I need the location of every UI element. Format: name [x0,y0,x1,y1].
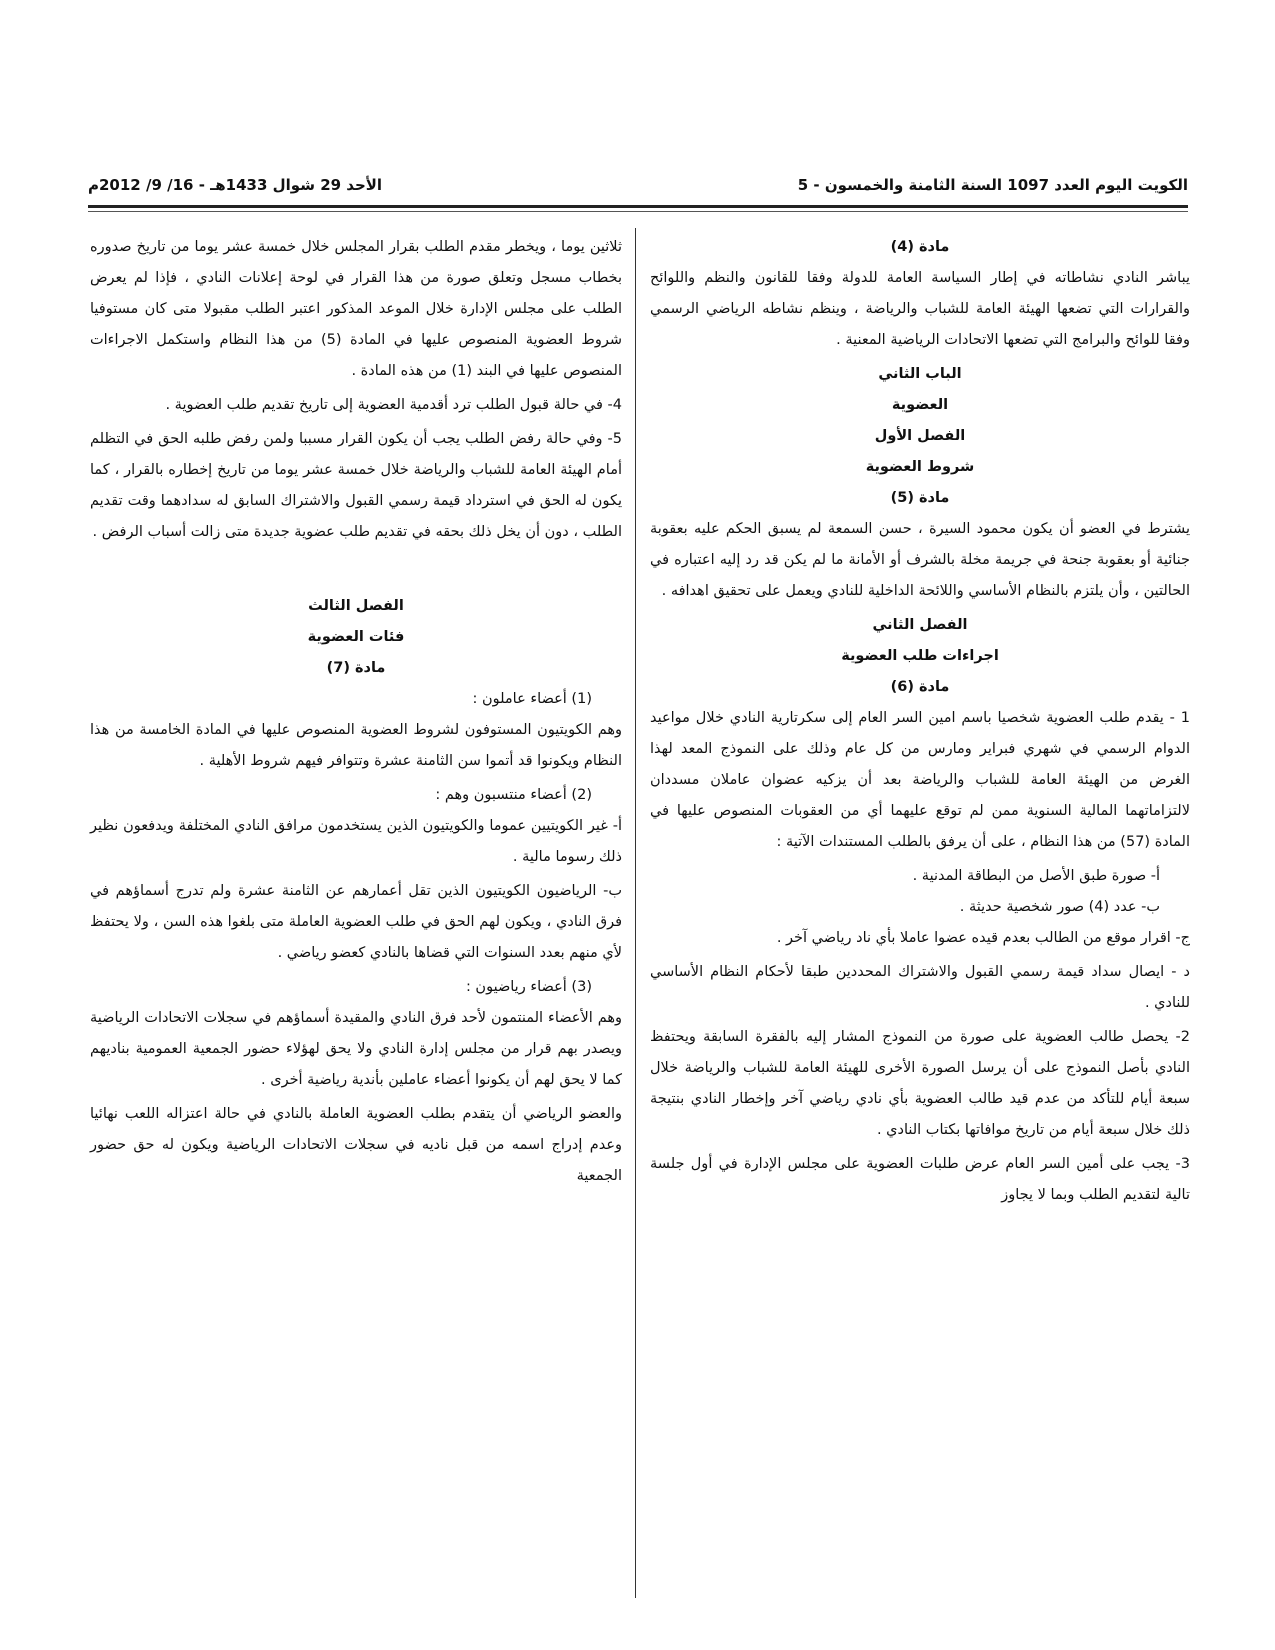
category-1-label: (1) أعضاء عاملون : [472,691,592,707]
chapter-1-title: الفصل الأول [874,428,966,444]
header-issue-info: الكويت اليوم العدد 1097 السنة الثامنة والخمسون - 5 [797,176,1188,194]
header-rule-thin [88,211,1188,212]
article-4-title: مادة (4) [890,239,950,255]
article-6-title: مادة (6) [890,679,950,695]
page-header [88,172,1188,202]
article-6-item-b: ب- عدد (4) صور شخصية حديثة . [959,899,1160,915]
chapter-2-subtitle: اجراءات طلب العضوية [841,648,999,664]
left-column [90,232,622,1195]
column-divider [635,228,636,1598]
article-6-item-d: د - ايصال سداد قيمة رسمي القبول والاشتراك المحددين طبقا لأحكام النظام الأساسي للنادي . [650,964,1190,1011]
chapter-1-subtitle: شروط العضوية [865,459,975,475]
article-6-paragraph-4: 4- في حالة قبول الطلب ترد أقدمية العضوية إلى تاريخ تقديم طلب العضوية . [165,397,622,413]
category-3-text-2: والعضو الرياضي أن يتقدم بطلب العضوية العاملة بالنادي في حالة اعتزاله اللعب نهائيا وعدم إدراج اسمه من قبل ناديه في سجلات الاتحادات الرياضية ويكون له حق حضور الجمعية [90,1106,622,1184]
header-rule [88,205,1188,208]
category-3-text: وهم الأعضاء المنتمون لأحد فرق النادي والمقيدة أسماؤهم في سجلات الاتحادات الرياضية ويصدر بهم قرار من مجلس إدارة النادي ولا يحق لهؤلاء حضور الجمعية العمومية بناديهم كما لا يحق لهم أن يكونوا أعضاء عاملين بأندية رياضية أخرى . [90,1010,622,1088]
category-1-text: وهم الكويتيون المستوفون لشروط العضوية المنصوص عليها في المادة الخامسة من هذا النظام ويكونوا قد أتموا سن الثامنة عشرة وتتوافر فيهم شروط الأهلية . [90,722,622,769]
chapter-3-subtitle: فئات العضوية [307,629,405,645]
article-5-title: مادة (5) [890,490,950,506]
article-7-title: مادة (7) [326,660,386,676]
category-2-item-a: أ- غير الكويتيين عموما والكويتيون الذين يستخدمون مرافق النادي المختلفة ويدفعون نظير ذلك رسوما مالية . [90,818,622,865]
article-6-paragraph-1: 1 - يقدم طلب العضوية شخصيا باسم امين السر العام إلى سكرتارية النادي خلال مواعيد الدوام الرسمي في شهري فبراير ومارس من كل عام وذلك على النموذج المعد لهذا الغرض من الهيئة العامة للشباب والرياضة بعد أن يزكيه عضوان عاملان مسددان لالتزاماتهما المالية السنوية ممن لم توقع عليهما أي من العقوبات المنصوص عليها في المادة (57) من هذا النظام ، على أن يرفق بالطلب المستندات الآتية : [650,710,1190,850]
header-date: الأحد 29 شوال 1433هـ - 16/ 9/ 2012م [88,176,383,194]
article-6-item-c: ج- اقرار موقع من الطالب بعدم قيده عضوا عاملا بأي ناد رياضي آخر . [776,930,1190,946]
article-6-paragraph-3-continued: ثلاثين يوما ، ويخطر مقدم الطلب بقرار المجلس خلال خمسة عشر يوما من تاريخ صدوره بخطاب مسجل وتعلق صورة من هذا القرار في لوحة إعلانات النادي ، فإذا لم يعرض الطلب على مجلس الإدارة خلال الموعد المذكور اعتبر الطلب مقبولا متى كان مستوفيا شروط العضوية المنصوص عليها في المادة (5) من هذا النظام واستكمل الاجراءات المنصوص عليها في البند (1) من هذه المادة . [90,239,622,379]
section-gap [90,551,622,591]
part-2-subtitle: العضوية [891,397,949,413]
article-6-paragraph-3: 3- يجب على أمين السر العام عرض طلبات العضوية على مجلس الإدارة في أول جلسة تالية لتقديم الطلب وبما لا يجاوز [650,1156,1190,1203]
article-5-text: يشترط في العضو أن يكون محمود السيرة ، حسن السمعة لم يسبق الحكم عليه بعقوبة جنائية أو بعقوبة جنحة في جريمة مخلة بالشرف أو الأمانة ما لم يكن قد رد إليه اعتباره في الحالتين ، وأن يلتزم بالنظام الأساسي واللائحة الداخلية للنادي ويعمل على تحقيق اهدافه . [650,521,1190,599]
chapter-3-title: الفصل الثالث [308,598,404,614]
category-2-item-b: ب- الرياضيون الكويتيون الذين تقل أعمارهم عن الثامنة عشرة ولم تدرج أسماؤهم في فرق النادي ، ويكون لهم الحق في طلب العضوية العاملة متى بلغوا هذه السن ، ولا يحتفظ لأي منهم بعدد السنوات التي قضاها بالنادي كعضو رياضي . [90,883,622,961]
category-2-label: (2) أعضاء منتسبون وهم : [435,787,592,803]
article-4-text: يباشر النادي نشاطاته في إطار السياسة العامة للدولة وفقا للقانون والنظم واللوائح والقرارات التي تضعها الهيئة العامة للشباب والرياضة ، وينظم نشاطه الرياضي الرسمي وفقا للوائح والبرامج التي تضعها الاتحادات الرياضية المعنية . [650,270,1190,348]
part-2-title: الباب الثاني [878,366,962,382]
chapter-2-title: الفصل الثاني [872,617,968,633]
article-6-item-a: أ- صورة طبق الأصل من البطاقة المدنية . [912,868,1160,884]
article-6-paragraph-2: 2- يحصل طالب العضوية على صورة من النموذج المشار إليه بالفقرة السابقة ويحتفظ النادي بأصل النموذج على أن يرسل الصورة الأخرى للهيئة العامة للشباب والرياضة خلال سبعة أيام للتأكد من عدم قيد طالب العضوية بأي نادي رياضي آخر وإخطار النادي بنتيجة ذلك خلال سبعة أيام من تاريخ موافاتها بكتاب النادي . [650,1029,1190,1138]
right-column [650,232,1190,1214]
article-6-paragraph-5: 5- وفي حالة رفض الطلب يجب أن يكون القرار مسببا ولمن رفض طلبه الحق في التظلم أمام الهيئة العامة للشباب والرياضة خلال خمسة عشر يوما من تاريخ إخطاره بالقرار ، كما يكون له الحق في استرداد قيمة رسمي القبول والاشتراك السابق له سدادهما وقت تقديم الطلب ، دون أن يخل ذلك بحقه في تقديم طلب عضوية جديدة متى زالت أسباب الرفض . [90,431,622,540]
category-3-label: (3) أعضاء رياضيون : [465,979,592,995]
